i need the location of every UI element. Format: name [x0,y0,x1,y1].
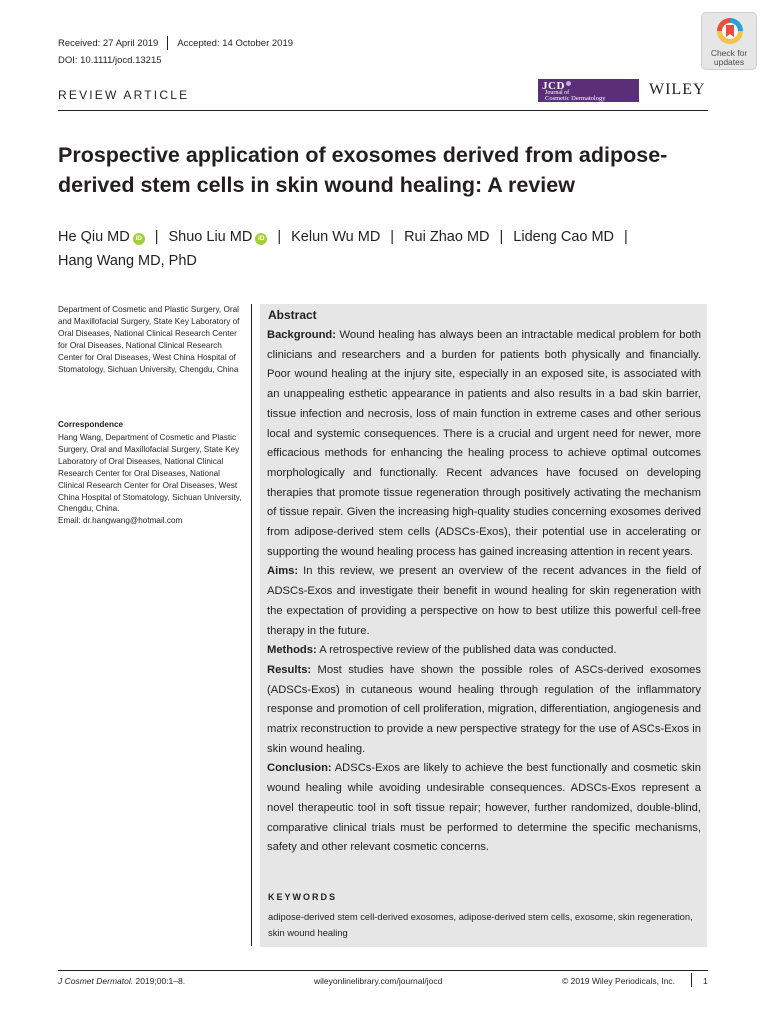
footer-page-divider [691,973,692,987]
author-separator: | [390,229,395,245]
abstract-conclusion [267,759,701,858]
section-label: Conclusion: [267,762,332,775]
doi[interactable]: DOI: 10.1111/jocd.13215 [58,55,162,66]
keywords-list: adipose-derived stem cell-derived exosomes, adipose-derived stem cells, exosome, skin regeneration, skin wound healing [268,911,693,938]
journal-logo [538,79,639,102]
abstract-aims [267,562,701,641]
abstract-heading: Abstract [268,308,317,322]
abstract-methods [267,641,701,661]
column-divider [251,304,252,946]
correspondence-address: Hang Wang, Department of Cosmetic and Plastic Surgery, Oral and Maxillofacial Surgery, State Key Laboratory of Oral Diseases, National Clinical Research Center for Oral Diseases, National Clinical Research Center for Oral Diseases, West China Hospital of Stomatology, Sichuan University, Chengdu, China. [58,433,242,514]
footer-divider [58,970,708,971]
journal-logo-abbr: JCD [542,80,565,92]
abstract-results [267,661,701,760]
footer-copyright: © 2019 Wiley Periodicals, Inc. [562,976,676,986]
footer-citation [58,976,185,986]
author-name[interactable]: Lideng Cao MD [513,229,615,245]
journal-logo-mark [566,81,571,86]
date-divider [167,36,168,50]
header-divider [58,110,708,111]
footer-url[interactable]: wileyonlinelibrary.com/journal/jocd [314,976,443,986]
keywords-heading: KEYWORDS [268,892,338,902]
section-text: A retrospective review of the published data was conducted. [319,644,617,657]
correspondence-body [58,432,246,527]
check-for-updates-badge[interactable] [701,12,757,70]
journal-logo-line1: Journal of [545,90,570,96]
check-for-updates-label: Check for updates [710,48,748,67]
abstract-body [267,326,701,858]
correspondence-heading: Correspondence [58,420,124,429]
author-name[interactable]: He Qiu MD iD [58,229,145,245]
article-dates [58,36,293,50]
author-name[interactable]: Shuo Liu MD iD [169,229,268,245]
accepted-date: Accepted: 14 October 2019 [177,37,294,49]
section-label: Aims: [267,565,299,578]
author-list [58,225,708,273]
orcid-icon[interactable]: iD [255,233,267,245]
section-label: Background: [267,329,336,341]
publisher-logo: WILEY [649,81,706,98]
author-separator: | [624,229,628,245]
citation-volume: 2019;00:1–8. [133,976,186,986]
page-number: 1 [703,976,708,986]
received-date: Received: 27 April 2019 [58,37,159,49]
author-name[interactable]: Hang Wang MD, PhD [58,253,197,269]
section-text: Wound healing has always been an intractable medical problem for both clinicians and researchers and a burden for patients both physically and financially. Poor wound healing at the injury site, especially in an exposed site, is associated with an unappealing esthetic appearance in patients and also results in a bad skin barrier, tissue infection and necrosis, loss of main function in extreme cases and other serious local and systemic consequences. There is a crucial and urgent need for newer, more efficacious methods for enhancing the healing process to achieve optimal outcomes morphologically and functionally. Recent advances have focused on developing therapies that promote tissue regeneration through positively activating the mechanism of tissue repair. Given the increasing high-quality studies concerning exosomes derived from adipose-derived stem cells (ADSCs-Exos), their potential use in accelerating or supporting the wound healing process has gained increasing attention in recent years. [267,329,702,558]
section-text: Most studies have shown the possible roles of ASCs-derived exosomes (ADSCs-Exos) in cutaneous wound healing through regulation of the inflammatory response and promotion of cell proliferation, migration, differentiation, angiogenesis and matrix reconstruction to provide a new perspective strategy for the use of ASCs-Exos in skin wound healing. [267,663,702,755]
author-name[interactable]: Rui Zhao MD [404,229,490,245]
author-separator: | [277,229,282,245]
affiliation: Department of Cosmetic and Plastic Surgery, Oral and Maxillofacial Surgery, State Key Laboratory of Oral Diseases, National Clinical Research Center for Oral Diseases, National Clinical Research Center for Oral Diseases, West China Hospital of Stomatology, Sichuan University, Chengdu, China [58,305,240,374]
author-name[interactable]: Kelun Wu MD [291,229,381,245]
section-text: ADSCs-Exos are likely to achieve the best functionally and cosmetic skin wound healing while avoiding undesirable consequences. ADSCs-Exos represent a novel therapeutic tool in soft tissue repair; however, further randomized, double-blind, comparative clinical trials must be performed to determine the specific mechanisms, safety and other relevant cosmetic concerns. [267,762,701,854]
section-label: Results: [267,663,312,676]
journal-logo-line2: Cosmetic Dermatology [545,94,606,102]
section-text: In this review, we present an overview of the recent advances in the field of ADSCs-Exos and investigate their benefit in wound healing for skin regeneration with the expectation of providing a perspective on how to best utilize this powerful cell-free therapy in the future. [267,565,701,637]
article-title: Prospective application of exosomes derived from adipose-derived stem cells in skin wound healing: A review [58,143,668,197]
article-type: REVIEW ARTICLE [58,88,190,102]
citation-journal: J Cosmet Dermatol. [58,976,134,986]
abstract-background [267,326,701,562]
orcid-icon[interactable]: iD [133,233,145,245]
crossmark-icon [715,16,745,48]
author-separator: | [499,229,504,245]
author-separator: | [154,229,159,245]
section-label: Methods: [267,644,317,657]
correspondence-email[interactable]: Email: dr.hangwang@hotmail.com [58,516,183,526]
